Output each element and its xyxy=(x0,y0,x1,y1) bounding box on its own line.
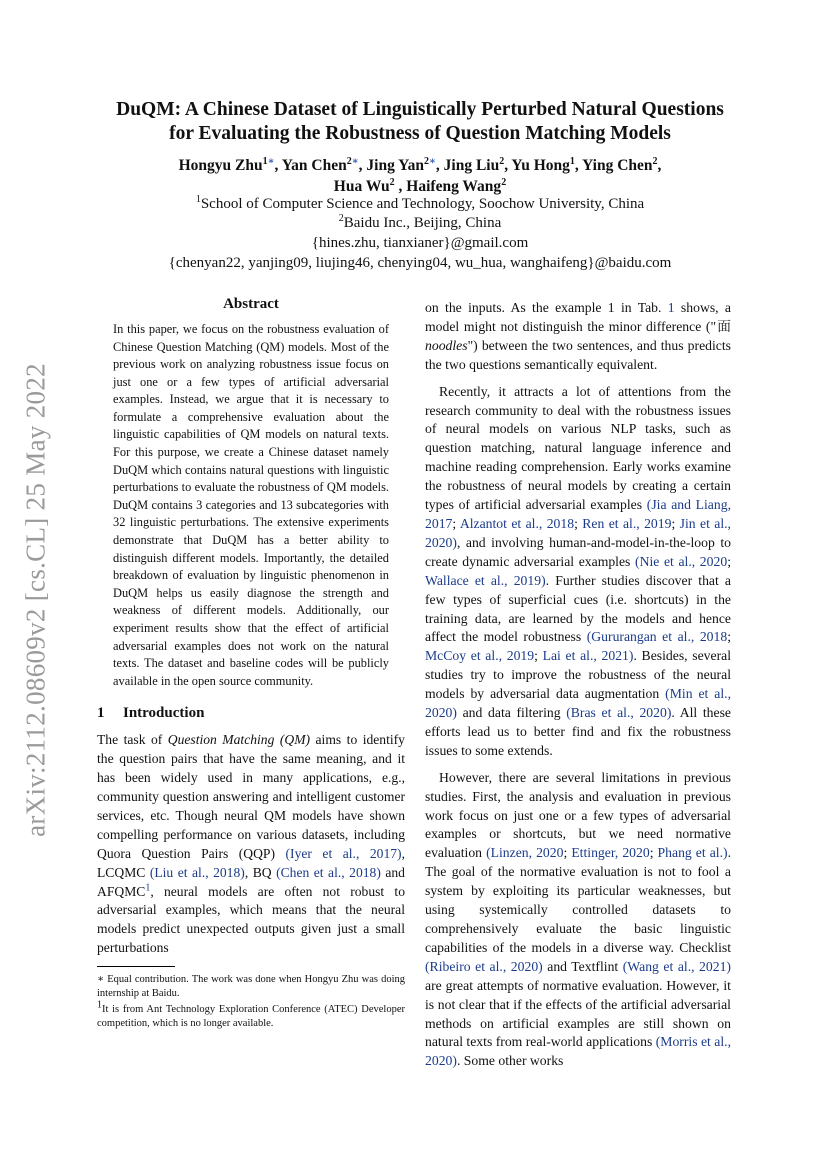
author-affiliation-mark: 2 xyxy=(346,155,352,167)
author-name: Jing Liu xyxy=(443,157,500,174)
right-paragraph-1 xyxy=(425,299,731,375)
text-run: ; xyxy=(563,845,572,861)
author-affiliation-mark: 2 xyxy=(423,155,429,167)
author-affiliation-mark: 2 xyxy=(389,176,395,188)
citation-link[interactable]: (Liu et al., 2018) xyxy=(149,864,245,880)
text-run: ") between the two sentences, and thus predicts the two questions semantically equivalent. xyxy=(425,337,731,372)
footnote-1 xyxy=(97,999,405,1031)
affiliation-1 xyxy=(60,194,780,214)
right-paragraph-2 xyxy=(425,383,731,761)
section-number: 1 xyxy=(97,705,105,722)
author-list xyxy=(60,155,780,197)
affiliation-1-text: School of Computer Science and Technology, Soochow University, China xyxy=(200,196,645,212)
arxiv-identifier xyxy=(14,340,58,860)
citation-link[interactable]: Phang et al.) xyxy=(657,845,728,861)
text-run: ; xyxy=(534,648,543,664)
text-run: Question Matching (QM) xyxy=(167,732,311,748)
author-name: Ying Chen xyxy=(582,157,653,174)
author-separator: , xyxy=(574,157,583,174)
section-heading-introduction xyxy=(97,704,405,723)
author-separator: , xyxy=(657,157,662,174)
section-title: Introduction xyxy=(123,705,205,722)
author-affiliation-mark: 2 xyxy=(501,176,507,188)
intro-paragraph xyxy=(97,731,405,958)
right-paragraph-3 xyxy=(425,769,731,1072)
author-name: Hua Wu xyxy=(333,178,390,195)
author-separator: , xyxy=(394,178,407,195)
text-run: . The goal of the normative evaluation is not to fool a system by exploiting its particular weaknesses, but using systemically controlled datasets to comprehensively evaluate the basic linguistic capabilities of the models in a diverse way. Checklist xyxy=(425,845,731,955)
author-affiliation-mark: 2 xyxy=(652,155,658,167)
author-affiliation-mark: 2 xyxy=(499,155,505,167)
affiliation-2-mark: 2 xyxy=(338,213,344,224)
text-run: , LCQMC xyxy=(97,845,405,880)
paper-title xyxy=(60,98,780,146)
equal-contribution-mark[interactable]: ∗ xyxy=(267,155,275,167)
text-run: ; xyxy=(574,515,583,531)
citation-link[interactable]: Alzantot et al., 2018 xyxy=(459,515,575,531)
left-column xyxy=(97,295,405,1031)
arxiv-id-text: arXiv:2112.08609v2 [cs.CL] 25 May 2022 xyxy=(20,363,51,837)
text-run: ; xyxy=(649,845,658,861)
citation-link[interactable]: (Jia and Liang, 2017 xyxy=(425,497,731,531)
citation-link[interactable]: (Linzen, 2020 xyxy=(486,845,564,861)
citation-link[interactable]: McCoy et al., 2019 xyxy=(425,648,535,664)
footnote-ref[interactable]: 1 xyxy=(145,882,151,893)
author-separator: , xyxy=(358,157,367,174)
author-name: Hongyu Zhu xyxy=(178,157,263,174)
citation-link[interactable]: 1 xyxy=(667,300,675,315)
text-run: , BQ xyxy=(244,864,277,880)
author-affiliation-mark: 1 xyxy=(262,155,268,167)
footnote-equal-contribution: ∗ Equal contribution. The work was done when Hongyu Zhu was doing internship at Baidu. xyxy=(97,974,405,1000)
author-affiliation-mark: 1 xyxy=(569,155,575,167)
footnote-1-text: It is from Ant Technology Exploration Conference (ATEC) Developer competition, which is no longer available. xyxy=(97,1004,405,1030)
text-run: The task of xyxy=(97,732,168,748)
text-run: shows, a model might not distinguish the minor difference ("面 xyxy=(425,300,731,334)
citation-link[interactable]: (Wang et al., 2021) xyxy=(622,958,731,974)
citation-link[interactable]: (Morris et al., 2020) xyxy=(425,1034,732,1069)
text-run: , and involving human-and-model-in-the-loop to create dynamic adversarial examples xyxy=(425,534,731,569)
citation-link[interactable]: Ettinger, 2020 xyxy=(571,845,650,861)
footnote-1-mark: 1 xyxy=(97,999,102,1011)
author-separator: , xyxy=(435,157,444,174)
citation-link[interactable]: Jin et al., 2020) xyxy=(425,515,731,550)
text-run: and AFQMC xyxy=(97,864,405,899)
footnote-rule xyxy=(97,966,175,967)
author-name: Yan Chen xyxy=(281,157,347,174)
citation-link[interactable]: (Gururangan et al., 2018 xyxy=(586,629,728,645)
citation-link[interactable]: (Chen et al., 2018) xyxy=(276,864,381,880)
affiliation-2-text: Baidu Inc., Beijing, China xyxy=(343,215,502,231)
author-name: Haifeng Wang xyxy=(406,178,502,195)
equal-contribution-mark[interactable]: ∗ xyxy=(351,155,359,167)
citation-link[interactable]: (Bras et al., 2020) xyxy=(566,705,672,721)
email-line-2: {chenyan22, yanjing09, liujing46, chenying04, wu_hua, wanghaifeng}@baidu.com xyxy=(168,255,672,271)
citation-link[interactable]: (Iyer et al., 2017) xyxy=(285,845,402,861)
text-run: However, there are several limitations in previous studies. First, the analysis and evaluation in previous work focus on just one or a few types of adversarial examples or shortcuts, but we need normative evaluation xyxy=(425,769,731,861)
citation-link[interactable]: (Nie et al., 2020 xyxy=(635,553,728,569)
text-run: Recently, it attracts a lot of attentions from the research community to deal with the robustness issues of neural models on various NLP tasks, such as question matching, natural language inference and machine reading comprehension. Early works examine the robustness of neural models by creating a certain types of artificial adversarial examples xyxy=(425,383,731,513)
text-run: on the inputs. As the example 1 in Tab. xyxy=(425,300,668,315)
title-line-1: DuQM: A Chinese Dataset of Linguistically Perturbed Natural Questions xyxy=(116,99,724,120)
text-run: are great attempts of normative evaluation. However, it is not clear that if the effects of the artificial adversarial methods on artificial examples are still shown on natural texts from real-world applications xyxy=(425,977,731,1050)
text-run: . Further studies discover that a few types of superficial cues (i.e. shortcuts) in the training data, are learned by the models and hence affect the model robustness xyxy=(425,572,731,645)
author-separator: , xyxy=(274,157,282,174)
citation-link[interactable]: Lai et al., 2021) xyxy=(542,648,634,664)
text-run: and Textflint xyxy=(542,958,623,974)
affiliation-1-mark: 1 xyxy=(195,194,201,205)
citation-link[interactable]: Ren et al., 2019 xyxy=(582,515,672,531)
author-separator: , xyxy=(504,157,512,174)
abstract-text: In this paper, we focus on the robustness evaluation of Chinese Question Matching (QM) models. Most of the previous work on analyzing robustness issue focus on just one or a few types of artificial adversarial examples. Instead, we argue that it is necessary to formulate a comprehensive evaluation about the linguistic capabilities of QM models on natural texts. For this purpose, we create a Chinese dataset namely DuQM which contains natural questions with linguistic perturbations to evaluate the robustness of QM models. DuQM contains 3 categories and 13 subcategories with 32 linguistic perturbations. The extensive experiments demonstrate that DuQM has a better ability to distinguish different models. Importantly, the detailed breakdown of evaluation by linguistic phenomenon in DuQM helps us easily diagnose the strength and weakness of different models. Additionally, our experiment results show that the effect of artificial adversarial examples does not work on the natural texts. The dataset and baseline codes will be publicly available in the open source community. xyxy=(113,321,389,688)
citation-link[interactable]: (Ribeiro et al., 2020) xyxy=(425,958,543,974)
abstract-heading: Abstract xyxy=(223,296,279,312)
text-run: ; xyxy=(727,629,732,645)
text-run: noodles xyxy=(425,337,468,353)
title-line-2: for Evaluating the Robustness of Question Matching Models xyxy=(169,123,671,144)
text-run: . Besides, several studies try to improve the robustness of the neural models by adversarial data augmentation xyxy=(425,648,732,702)
citation-link[interactable]: (Min et al., 2020) xyxy=(425,686,731,721)
text-run: . All these efforts lead us to better find and fix the robustness issues to some extends. xyxy=(425,705,732,758)
text-run: ; xyxy=(727,553,731,569)
author-name: Yu Hong xyxy=(511,157,570,174)
text-run: ; xyxy=(452,515,460,531)
author-name: Jing Yan xyxy=(366,157,424,174)
equal-contribution-mark[interactable]: ∗ xyxy=(428,155,436,167)
text-run: ; xyxy=(671,515,680,531)
affiliation-2 xyxy=(60,213,780,233)
citation-link[interactable]: Wallace et al., 2019) xyxy=(425,572,546,588)
text-run: . Some other works xyxy=(456,1053,564,1069)
text-run: and data filtering xyxy=(456,705,567,721)
right-column xyxy=(425,299,731,1071)
email-line-1: {hines.zhu, tianxianer}@gmail.com xyxy=(311,235,529,251)
text-run: aims to identify the question pairs that have the same meaning, and it has been widely used in many applications, e.g., community question answering and intelligent customer services, etc. Though neural QM models have shown compelling performance on various datasets, including Quora Question Pairs (QQP) xyxy=(97,732,405,861)
text-run: , neural models are often not robust to adversarial examples, which means that the neural models predict unexpected outputs given just a small perturbations xyxy=(97,883,405,956)
